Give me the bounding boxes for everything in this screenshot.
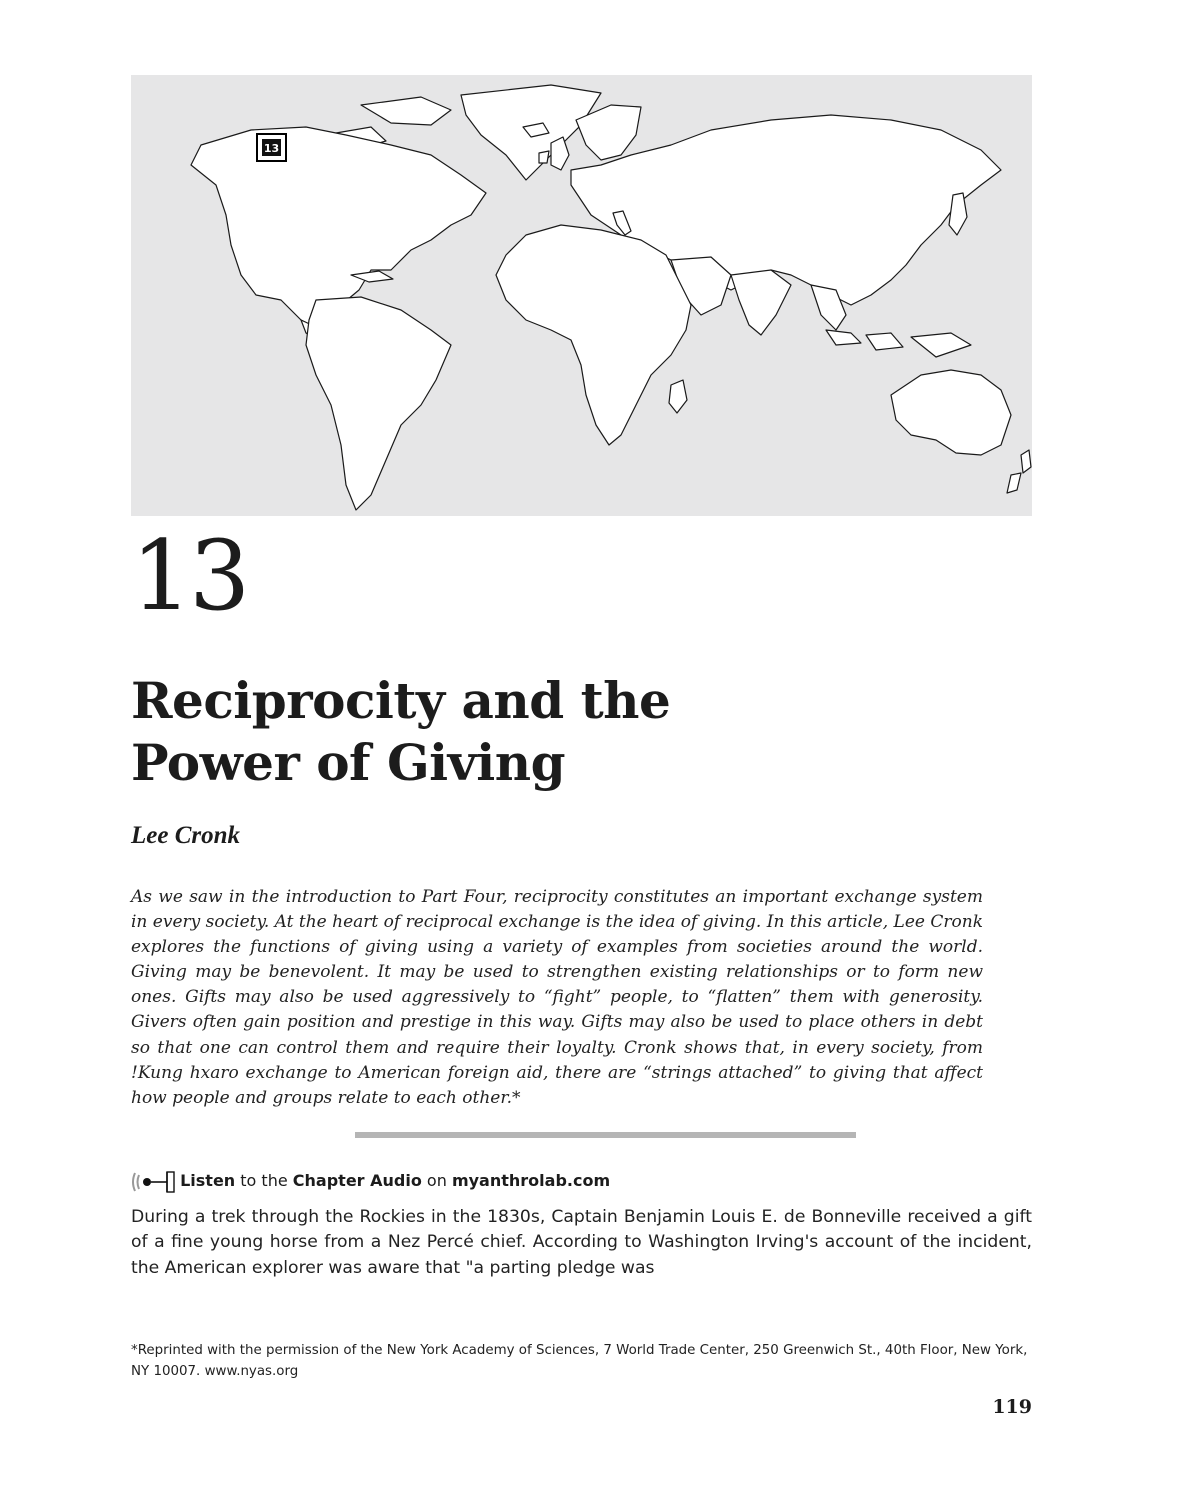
world-map [131, 75, 1032, 516]
chapter-introduction: As we saw in the introduction to Part Four, reciprocity constitutes an important exchange system in every society. At the heart of reciprocal exchange is the idea of giving. In this article, Lee Cronk explores the functions of giving using a variety of examples from societies around the world. Giving may be benevolent. It may be used to strengthen existing relationships or to form new ones. Gifts may also be used aggressively to “fight” people, to “flatten” them with generosity. Givers often gain position and prestige in this way. Gifts may also be used to place others in debt so that one can control them and require their loyalty. Cronk shows that, in every society, from !Kung hxaro exchange to American foreign aid, there are “strings attached” to giving that affect how people and groups relate to each other.* [131, 887, 983, 1108]
chapter-number: 13 [131, 520, 248, 632]
north-america [191, 127, 486, 325]
to-the-text: to the [240, 1171, 288, 1190]
world-map-figure [131, 75, 1032, 516]
chapter-audio-link[interactable] [131, 1168, 610, 1194]
locator-label: 13 [263, 142, 280, 155]
footnote: *Reprinted with the permission of the New York Academy of Sciences, 7 World Trade Center, 250 Greenwich St., 40th Floor, New York, NY 10007. www.nyas.org [131, 1343, 1028, 1379]
section-divider [355, 1132, 856, 1138]
africa [496, 225, 691, 445]
chapter-audio-label: Chapter Audio [292, 1171, 422, 1190]
on-text: on [426, 1171, 447, 1190]
chapter-title-line-1: Reciprocity and the [131, 671, 671, 730]
body-paragraph: During a trek through the Rockies in the 1830s, Captain Benjamin Louis E. de Bonneville received a gift of a fine young horse from a Nez Percé chief. According to Washington Irving's account of the incident, the American explorer was aware that "a parting pledge was [131, 1207, 1032, 1278]
audio-speaker-icon [131, 1169, 175, 1195]
australia [891, 370, 1011, 455]
page-number: 119 [992, 1396, 1032, 1418]
chapter-title [131, 670, 891, 794]
author-name: Lee Cronk [131, 822, 241, 849]
site-link[interactable]: myanthrolab.com [451, 1171, 611, 1190]
locator-box [257, 134, 286, 161]
listen-label: Listen [180, 1171, 236, 1190]
south-america [306, 297, 451, 510]
chapter-title-line-2: Power of Giving [131, 733, 566, 792]
